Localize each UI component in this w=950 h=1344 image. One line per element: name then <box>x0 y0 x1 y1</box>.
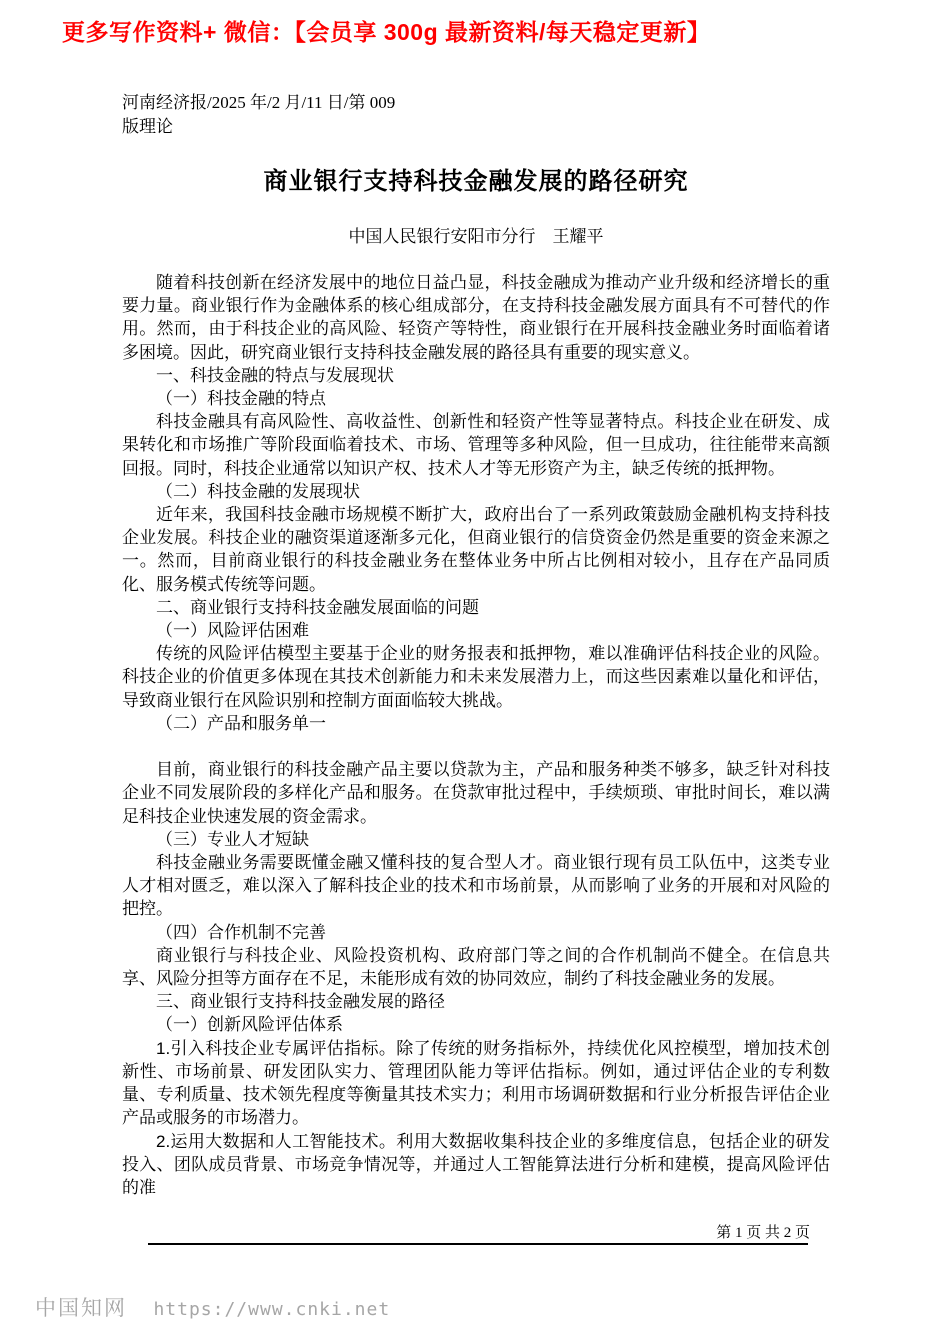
article-title: 商业银行支持科技金融发展的路径研究 <box>263 168 689 195</box>
cnki-brand-text: 中国知网 <box>35 1297 127 1320</box>
cnki-watermark <box>35 1292 390 1322</box>
footer-divider-line <box>148 1243 808 1245</box>
source-line-1: 河南经济报/2025 年/2 月/11 日/第 009 <box>122 93 396 112</box>
page-indicator: 第 1 页 共 2 页 <box>716 1225 810 1242</box>
paragraph: （一）创新风险评估体系 <box>156 1015 343 1035</box>
paragraph <box>122 735 830 758</box>
paragraph: 三、商业银行支持科技金融发展的路径 <box>156 992 445 1012</box>
paragraph: （一）风险评估困难 <box>156 621 309 641</box>
paragraph: （一）科技金融的特点 <box>156 389 326 409</box>
paragraph: 商业银行与科技企业、风险投资机构、政府部门等之间的合作机制尚不健全。在信息共享、风险分担等方面存在不足，未能形成有效的协同效应，制约了科技金融业务的发展。 <box>122 945 830 989</box>
paragraph: （二）产品和服务单一 <box>156 713 326 733</box>
paragraph: 科技金融具有高风险性、高收益性、创新性和轻资产性等显著特点。科技企业在研发、成果转化和市场推广等阶段面临着技术、市场、管理等多种风险，但一旦成功，往往能带来高额回报。同时，科技企业通常以知识产权、技术人才等无形资产为主，缺乏传统的抵押物。 <box>122 412 830 478</box>
cnki-url-text: https://www.cnki.net <box>153 1299 391 1320</box>
paragraph: 二、商业银行支持科技金融发展面临的问题 <box>156 597 479 617</box>
source-info <box>122 91 830 139</box>
paragraph: （二）科技金融的发展现状 <box>156 481 360 501</box>
article-body <box>122 271 830 1199</box>
paragraph: （三）专业人才短缺 <box>156 829 309 849</box>
paragraph: 2.运用大数据和人工智能技术。利用大数据收集科技企业的多维度信息，包括企业的研发投入、团队成员背景、市场竞争情况等，并通过人工智能算法进行分析和建模，提高风险评估的准 <box>122 1131 830 1197</box>
paragraph: 一、科技金融的特点与发展现状 <box>156 365 394 385</box>
promo-banner-text: 更多写作资料+ 微信：【会员享 300g 最新资料/每天稳定更新】 <box>62 19 711 45</box>
paragraph: 随着科技创新在经济发展中的地位日益凸显，科技金融成为推动产业升级和经济增长的重要力量。商业银行作为金融体系的核心组成部分，在支持科技金融发展方面具有不可替代的作用。然而，由于科技企业的高风险、轻资产等特性，商业银行在开展科技金融业务时面临着诸多困境。因此，研究商业银行支持科技金融发展的路径具有重要的现实意义。 <box>122 273 830 362</box>
paragraph: （四）合作机制不完善 <box>156 922 326 942</box>
source-line-2: 版理论 <box>122 117 173 136</box>
paragraph: 近年来，我国科技金融市场规模不断扩大，政府出台了一系列政策鼓励金融机构支持科技企业发展。科技企业的融资渠道逐渐多元化，但商业银行的信贷资金仍然是重要的资金来源之一。然而，目前商业银行的科技金融业务在整体业务中所占比例相对较小，且存在产品同质化、服务模式传统等问题。 <box>122 505 830 594</box>
article-author: 中国人民银行安阳市分行 王耀平 <box>348 227 604 246</box>
paragraph: 1.引入科技企业专属评估指标。除了传统的财务指标外，持续优化风控模型，增加技术创新性、市场前景、研发团队实力、管理团队能力等评估指标。例如，通过评估企业的专利数量、专利质量、技术领先程度等衡量其技术实力；利用市场调研数据和行业分析报告评估企业产品或服务的市场潜力。 <box>122 1038 830 1128</box>
paragraph: 目前，商业银行的科技金融产品主要以贷款为主，产品和服务种类不够多，缺乏针对科技企业不同发展阶段的多样化产品和服务。在贷款审批过程中，手续烦琐、审批时间长，难以满足科技企业快速发展的资金需求。 <box>122 760 830 826</box>
paragraph: 传统的风险评估模型主要基于企业的财务报表和抵押物，难以准确评估科技企业的风险。科技企业的价值更多体现在其技术创新能力和未来发展潜力上，而这些因素难以量化和评估，导致商业银行在风险识别和控制方面面临较大挑战。 <box>122 644 830 710</box>
paragraph: 科技金融业务需要既懂金融又懂科技的复合型人才。商业银行现有员工队伍中，这类专业人才相对匮乏，难以深入了解科技企业的技术和市场前景，从而影响了业务的开展和对风险的把控。 <box>122 853 830 919</box>
document-content <box>122 91 830 1242</box>
